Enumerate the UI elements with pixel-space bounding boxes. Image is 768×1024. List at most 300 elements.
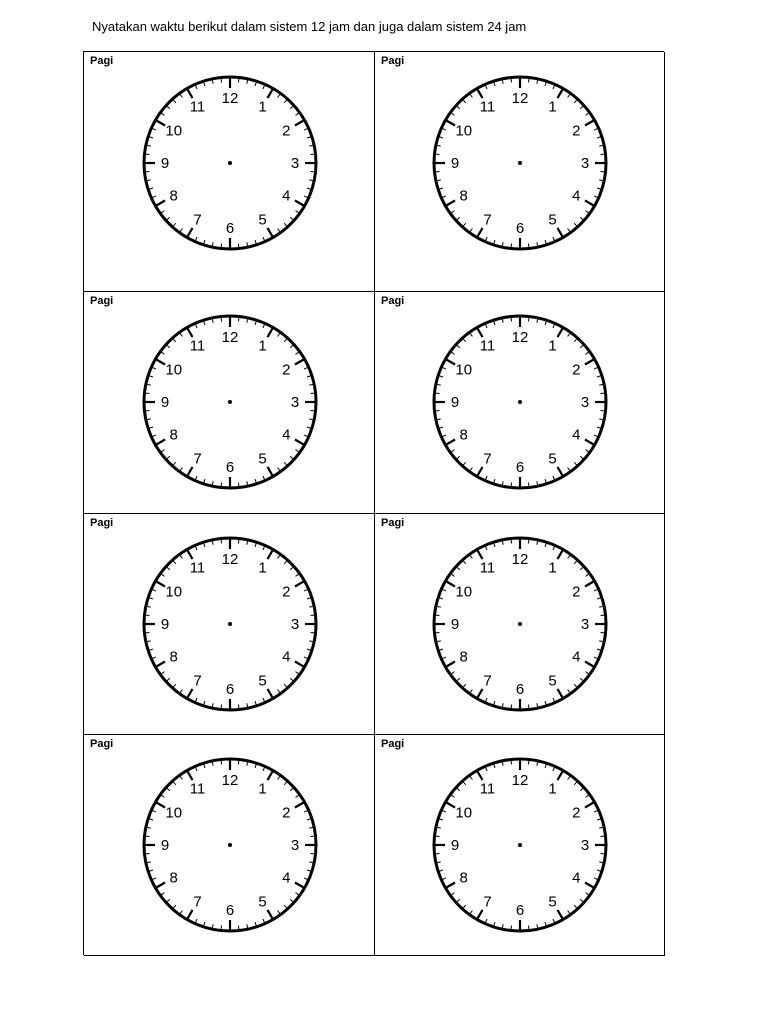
- hour-numeral: 11: [189, 337, 206, 355]
- hour-numeral: 1: [548, 780, 557, 798]
- minute-tick: [594, 810, 598, 812]
- minute-tick: [180, 333, 182, 336]
- minute-tick: [437, 419, 441, 420]
- minute-tick: [180, 94, 182, 97]
- hour-tick: [558, 771, 563, 780]
- hour-numeral: 1: [258, 559, 267, 577]
- minute-tick: [247, 541, 248, 545]
- cell-label: Pagi: [90, 55, 114, 67]
- hour-numeral: 12: [221, 329, 239, 346]
- clock-face-icon: [140, 312, 320, 492]
- minute-tick: [296, 795, 299, 797]
- hour-numeral: 1: [258, 337, 267, 355]
- minute-tick: [296, 893, 299, 895]
- minute-tick: [204, 701, 205, 705]
- minute-tick: [152, 196, 156, 198]
- minute-tick: [437, 145, 441, 146]
- minute-tick: [580, 788, 583, 791]
- hour-numeral: 3: [580, 837, 590, 854]
- hour-tick: [295, 440, 304, 445]
- hour-numeral: 5: [548, 672, 557, 690]
- hour-tick: [585, 201, 594, 206]
- minute-tick: [195, 237, 197, 241]
- minute-tick: [263, 767, 265, 771]
- minute-tick: [204, 764, 205, 768]
- minute-tick: [152, 589, 156, 591]
- minute-tick: [599, 145, 603, 146]
- hour-numeral: 9: [450, 616, 460, 633]
- minute-tick: [147, 606, 151, 607]
- minute-tick: [161, 352, 164, 354]
- hour-numeral: 4: [282, 869, 291, 887]
- minute-tick: [296, 574, 299, 576]
- hour-tick: [585, 360, 594, 365]
- minute-tick: [173, 905, 176, 908]
- hour-numeral: 11: [189, 780, 206, 798]
- minute-tick: [284, 100, 287, 103]
- minute-tick: [290, 217, 293, 220]
- minute-tick: [307, 188, 311, 189]
- minute-tick: [290, 678, 293, 681]
- minute-tick: [457, 899, 460, 902]
- minute-tick: [278, 94, 280, 97]
- minute-tick: [502, 481, 503, 485]
- minute-tick: [212, 242, 213, 246]
- minute-tick: [247, 703, 248, 707]
- clock-face: [430, 312, 610, 492]
- minute-tick: [553, 85, 555, 89]
- minute-tick: [147, 145, 151, 146]
- hour-numeral: 4: [572, 426, 581, 444]
- minute-tick: [599, 180, 603, 181]
- minute-tick: [568, 690, 570, 693]
- minute-tick: [485, 698, 487, 702]
- minute-tick: [204, 922, 205, 926]
- hour-numeral: 1: [258, 780, 267, 798]
- hour-tick: [156, 440, 165, 445]
- minute-tick: [442, 435, 446, 437]
- cell-label: Pagi: [381, 55, 405, 67]
- minute-tick: [537, 762, 538, 766]
- minute-tick: [290, 106, 293, 109]
- minute-tick: [212, 319, 213, 323]
- center-dot: [518, 843, 522, 847]
- minute-tick: [485, 919, 487, 923]
- minute-tick: [290, 567, 293, 570]
- minute-tick: [173, 561, 176, 564]
- clock-face-icon: [430, 312, 610, 492]
- minute-tick: [537, 80, 538, 84]
- hour-numeral: 12: [511, 772, 529, 789]
- minute-tick: [545, 321, 546, 325]
- minute-tick: [442, 657, 446, 659]
- cell-label: Pagi: [381, 738, 405, 750]
- minute-tick: [152, 657, 156, 659]
- hour-tick: [188, 689, 193, 698]
- clock-cell: [375, 514, 665, 735]
- minute-tick: [304, 128, 308, 130]
- minute-tick: [212, 481, 213, 485]
- minute-tick: [149, 376, 153, 377]
- hour-numeral: 5: [548, 450, 557, 468]
- minute-tick: [568, 776, 570, 779]
- hour-numeral: 10: [165, 804, 183, 822]
- minute-tick: [599, 827, 603, 828]
- minute-tick: [494, 543, 495, 547]
- minute-tick: [545, 479, 546, 483]
- minute-tick: [309, 606, 313, 607]
- minute-tick: [457, 217, 460, 220]
- hour-tick: [268, 771, 273, 780]
- minute-tick: [152, 128, 156, 130]
- minute-tick: [437, 641, 441, 642]
- minute-tick: [212, 762, 213, 766]
- cell-label: Pagi: [90, 738, 114, 750]
- minute-tick: [263, 85, 265, 89]
- minute-tick: [263, 237, 265, 241]
- minute-tick: [263, 476, 265, 480]
- clock-face-icon: [430, 73, 610, 253]
- hour-tick: [446, 803, 455, 808]
- minute-tick: [594, 878, 598, 880]
- minute-tick: [307, 376, 311, 377]
- minute-tick: [247, 481, 248, 485]
- center-dot: [228, 400, 232, 404]
- minute-tick: [304, 196, 308, 198]
- minute-tick: [161, 574, 164, 576]
- hour-tick: [478, 89, 483, 98]
- cell-label: Pagi: [90, 517, 114, 529]
- minute-tick: [574, 905, 577, 908]
- minute-tick: [296, 211, 299, 213]
- hour-numeral: 3: [580, 616, 590, 633]
- minute-tick: [494, 922, 495, 926]
- hour-tick: [268, 910, 273, 919]
- hour-numeral: 6: [515, 459, 525, 476]
- minute-tick: [574, 339, 577, 342]
- hour-numeral: 9: [160, 155, 170, 172]
- minute-tick: [309, 145, 313, 146]
- clock-grid: [83, 51, 664, 955]
- hour-numeral: 9: [450, 155, 460, 172]
- minute-tick: [309, 419, 313, 420]
- minute-tick: [309, 827, 313, 828]
- minute-tick: [485, 767, 487, 771]
- minute-tick: [470, 229, 472, 232]
- cell-label: Pagi: [381, 517, 405, 529]
- hour-tick: [156, 360, 165, 365]
- hour-numeral: 3: [290, 155, 300, 172]
- minute-tick: [278, 555, 280, 558]
- minute-tick: [439, 427, 443, 428]
- hour-tick: [478, 771, 483, 780]
- minute-tick: [149, 819, 153, 820]
- hour-numeral: 8: [169, 187, 178, 205]
- minute-tick: [553, 237, 555, 241]
- hour-tick: [295, 121, 304, 126]
- minute-tick: [580, 345, 583, 348]
- minute-tick: [307, 649, 311, 650]
- minute-tick: [457, 345, 460, 348]
- minute-tick: [255, 240, 256, 244]
- minute-tick: [502, 242, 503, 246]
- center-dot: [518, 400, 522, 404]
- hour-numeral: 4: [282, 648, 291, 666]
- hour-numeral: 7: [193, 893, 202, 911]
- hour-tick: [295, 582, 304, 587]
- minute-tick: [594, 435, 598, 437]
- clock-cell: [84, 52, 375, 292]
- hour-numeral: 12: [221, 90, 239, 107]
- minute-tick: [439, 598, 443, 599]
- minute-tick: [537, 319, 538, 323]
- clock-cell: [84, 735, 375, 956]
- minute-tick: [553, 546, 555, 550]
- minute-tick: [437, 862, 441, 863]
- minute-tick: [204, 82, 205, 86]
- hour-tick: [446, 883, 455, 888]
- minute-tick: [502, 762, 503, 766]
- minute-tick: [147, 384, 151, 385]
- hour-tick: [188, 89, 193, 98]
- center-dot: [518, 622, 522, 626]
- minute-tick: [278, 690, 280, 693]
- hour-numeral: 6: [515, 902, 525, 919]
- minute-tick: [195, 546, 197, 550]
- minute-tick: [255, 479, 256, 483]
- minute-tick: [307, 870, 311, 871]
- hour-tick: [188, 771, 193, 780]
- hour-numeral: 6: [225, 459, 235, 476]
- minute-tick: [161, 113, 164, 115]
- minute-tick: [586, 352, 589, 354]
- minute-tick: [545, 543, 546, 547]
- hour-numeral: 11: [189, 98, 206, 116]
- minute-tick: [457, 678, 460, 681]
- minute-tick: [161, 450, 164, 452]
- minute-tick: [290, 788, 293, 791]
- minute-tick: [451, 113, 454, 115]
- minute-tick: [597, 427, 601, 428]
- minute-tick: [470, 776, 472, 779]
- hour-tick: [558, 689, 563, 698]
- minute-tick: [180, 776, 182, 779]
- clock-face: [140, 312, 320, 492]
- minute-tick: [545, 240, 546, 244]
- minute-tick: [212, 703, 213, 707]
- minute-tick: [451, 893, 454, 895]
- minute-tick: [307, 598, 311, 599]
- hour-numeral: 7: [193, 672, 202, 690]
- hour-tick: [585, 440, 594, 445]
- minute-tick: [586, 211, 589, 213]
- minute-tick: [439, 188, 443, 189]
- minute-tick: [442, 589, 446, 591]
- minute-tick: [457, 788, 460, 791]
- minute-tick: [568, 94, 570, 97]
- minute-tick: [147, 827, 151, 828]
- minute-tick: [263, 919, 265, 923]
- minute-tick: [537, 541, 538, 545]
- minute-tick: [247, 242, 248, 246]
- center-dot: [228, 622, 232, 626]
- hour-numeral: 1: [548, 98, 557, 116]
- minute-tick: [437, 606, 441, 607]
- hour-numeral: 9: [160, 394, 170, 411]
- minute-tick: [263, 546, 265, 550]
- minute-tick: [212, 80, 213, 84]
- minute-tick: [553, 919, 555, 923]
- minute-tick: [309, 862, 313, 863]
- hour-numeral: 12: [511, 551, 529, 568]
- hour-numeral: 7: [193, 450, 202, 468]
- hour-tick: [558, 328, 563, 337]
- minute-tick: [463, 905, 466, 908]
- minute-tick: [580, 106, 583, 109]
- minute-tick: [296, 352, 299, 354]
- hour-numeral: 7: [483, 450, 492, 468]
- minute-tick: [586, 113, 589, 115]
- minute-tick: [463, 339, 466, 342]
- minute-tick: [457, 567, 460, 570]
- minute-tick: [574, 684, 577, 687]
- minute-tick: [167, 345, 170, 348]
- hour-numeral: 10: [455, 583, 473, 601]
- clock-face: [140, 73, 320, 253]
- minute-tick: [597, 598, 601, 599]
- minute-tick: [278, 911, 280, 914]
- minute-tick: [278, 229, 280, 232]
- minute-tick: [451, 795, 454, 797]
- minute-tick: [502, 80, 503, 84]
- minute-tick: [278, 776, 280, 779]
- minute-tick: [152, 810, 156, 812]
- minute-tick: [304, 435, 308, 437]
- hour-tick: [156, 582, 165, 587]
- minute-tick: [149, 427, 153, 428]
- hour-numeral: 10: [455, 804, 473, 822]
- minute-tick: [485, 324, 487, 328]
- hour-numeral: 4: [572, 648, 581, 666]
- minute-tick: [597, 188, 601, 189]
- hour-numeral: 3: [580, 394, 590, 411]
- minute-tick: [594, 128, 598, 130]
- clock-face-icon: [140, 73, 320, 253]
- minute-tick: [173, 223, 176, 226]
- minute-tick: [451, 352, 454, 354]
- minute-tick: [439, 870, 443, 871]
- minute-tick: [149, 598, 153, 599]
- minute-tick: [195, 919, 197, 923]
- minute-tick: [586, 450, 589, 452]
- minute-tick: [255, 82, 256, 86]
- hour-numeral: 4: [282, 187, 291, 205]
- minute-tick: [304, 810, 308, 812]
- hour-tick: [478, 328, 483, 337]
- clock-cell: [84, 514, 375, 735]
- hour-numeral: 7: [193, 211, 202, 229]
- hour-tick: [268, 689, 273, 698]
- hour-numeral: 6: [515, 681, 525, 698]
- minute-tick: [470, 911, 472, 914]
- hour-numeral: 1: [548, 559, 557, 577]
- minute-tick: [463, 561, 466, 564]
- minute-tick: [167, 456, 170, 459]
- clock-face-icon: [140, 534, 320, 714]
- minute-tick: [439, 376, 443, 377]
- hour-numeral: 5: [548, 211, 557, 229]
- minute-tick: [545, 764, 546, 768]
- hour-tick: [268, 228, 273, 237]
- minute-tick: [173, 100, 176, 103]
- hour-tick: [585, 121, 594, 126]
- minute-tick: [597, 649, 601, 650]
- minute-tick: [152, 367, 156, 369]
- minute-tick: [553, 476, 555, 480]
- minute-tick: [568, 911, 570, 914]
- minute-tick: [167, 788, 170, 791]
- minute-tick: [195, 85, 197, 89]
- hour-numeral: 2: [282, 804, 291, 822]
- hour-numeral: 10: [455, 361, 473, 379]
- minute-tick: [599, 419, 603, 420]
- minute-tick: [494, 321, 495, 325]
- minute-tick: [247, 319, 248, 323]
- minute-tick: [309, 641, 313, 642]
- minute-tick: [586, 574, 589, 576]
- minute-tick: [574, 223, 577, 226]
- minute-tick: [463, 100, 466, 103]
- minute-tick: [553, 324, 555, 328]
- hour-tick: [156, 803, 165, 808]
- hour-numeral: 11: [479, 559, 496, 577]
- hour-tick: [188, 467, 193, 476]
- hour-tick: [156, 883, 165, 888]
- hour-tick: [478, 228, 483, 237]
- minute-tick: [442, 878, 446, 880]
- hour-numeral: 9: [160, 616, 170, 633]
- minute-tick: [147, 641, 151, 642]
- hour-numeral: 9: [450, 837, 460, 854]
- hour-numeral: 4: [282, 426, 291, 444]
- minute-tick: [263, 324, 265, 328]
- minute-tick: [457, 456, 460, 459]
- minute-tick: [597, 870, 601, 871]
- minute-tick: [149, 137, 153, 138]
- hour-numeral: 6: [225, 681, 235, 698]
- center-dot: [228, 161, 232, 165]
- cell-label: Pagi: [381, 295, 405, 307]
- minute-tick: [284, 561, 287, 564]
- minute-tick: [502, 703, 503, 707]
- minute-tick: [304, 878, 308, 880]
- minute-tick: [149, 649, 153, 650]
- minute-tick: [180, 229, 182, 232]
- minute-tick: [580, 678, 583, 681]
- minute-tick: [161, 893, 164, 895]
- hour-numeral: 8: [459, 187, 468, 205]
- minute-tick: [212, 541, 213, 545]
- clock-face: [430, 73, 610, 253]
- minute-tick: [147, 419, 151, 420]
- minute-tick: [586, 672, 589, 674]
- hour-numeral: 2: [282, 361, 291, 379]
- minute-tick: [586, 795, 589, 797]
- minute-tick: [574, 782, 577, 785]
- hour-tick: [268, 467, 273, 476]
- hour-tick: [585, 803, 594, 808]
- clock-cell: [84, 292, 375, 514]
